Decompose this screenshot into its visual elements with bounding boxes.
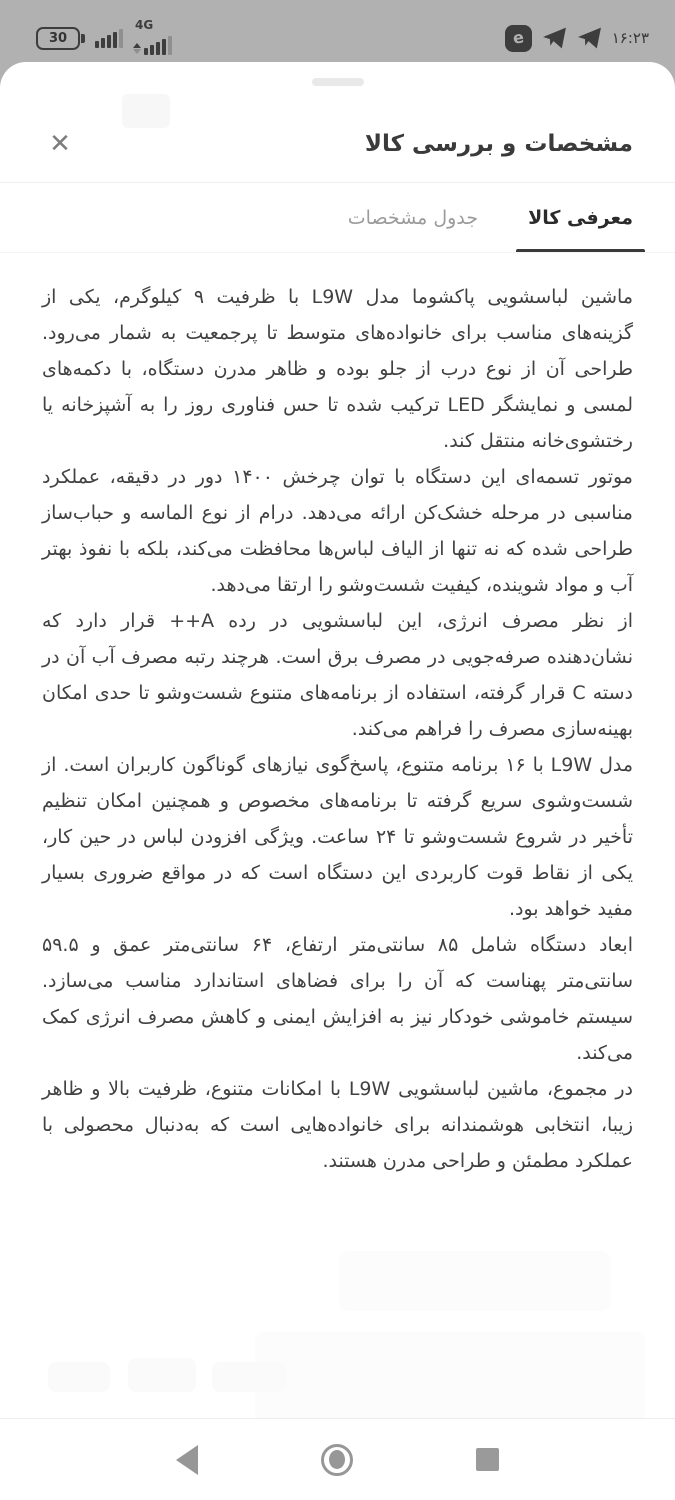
nav-home-icon[interactable] xyxy=(321,1444,353,1476)
tab-spec-table[interactable] xyxy=(336,183,490,252)
product-description xyxy=(0,253,675,1179)
status-time: ۱۶:۲۳ xyxy=(611,29,649,47)
description-paragraph: ابعاد دستگاه شامل ۸۵ سانتی‌متر ارتفاع، ۶۴ سانتی‌متر عمق و ۵۹.۵ سانتی‌متر پهناست که آن را برای فضاهای استاندارد مناسب می‌سازد. سیستم خاموشی خودکار نیز به افزایش ایمنی و کاهش مصرف انرژی کمک می‌کند. xyxy=(42,934,633,1064)
battery-percent: 30 xyxy=(48,30,68,46)
status-bar xyxy=(0,0,675,62)
mobile-network-indicator xyxy=(133,17,172,55)
product-details-sheet xyxy=(0,62,675,1500)
description-paragraph: ماشین لباسشویی پاکشوما مدل L9W با ظرفیت ۹ کیلوگرم، یکی از گزینه‌های مناسب برای خانواده‌های متوسط تا پرجمعیت به شمار می‌رود. طراحی آن از نوع درب از جلو بوده و ظاهر مدرن دستگاه، با دکمه‌های لمسی و نمایشگر LED ترکیب شده تا حس فناوری روز را به آشپزخانه یا رختشوی‌خانه منتقل کند. xyxy=(42,286,634,452)
close-button[interactable] xyxy=(42,126,78,162)
tab-product-intro[interactable] xyxy=(516,183,645,252)
description-paragraph: از نظر مصرف انرژی، این لباسشویی در رده A++ قرار دارد که نشان‌دهنده صرفه‌جویی در مصرف برق است. هرچند رتبه مصرف آب آن در دسته C قرار گرفته، استفاده از برنامه‌های متنوع شست‌وشو تا حدی امکان بهینه‌سازی مصرف را فراهم می‌کند. xyxy=(42,610,634,740)
close-icon: ✕ xyxy=(49,129,71,159)
nav-recents-icon[interactable] xyxy=(476,1448,499,1471)
loading-ghost xyxy=(128,1358,196,1392)
data-activity-icon xyxy=(133,43,141,54)
description-paragraph: مدل L9W با ۱۶ برنامه متنوع، پاسخ‌گوی نیازهای گوناگون کاربران است. از شست‌وشوی سریع گرفته تا برنامه‌های مخصوص و همچنین امکان تنظیم تأخیر در شروع شست‌وشو تا ۲۴ ساعت. ویژگی افزودن لباس در حین کار، یکی از نقاط قوت کاربردی این دستگاه است که در مواقع ضروری بسیار مفید خواهد بود. xyxy=(42,754,634,920)
network-type-label: 4G xyxy=(135,17,154,32)
tab-spec-table-label: جدول مشخصات xyxy=(347,206,479,229)
loading-ghost xyxy=(122,94,170,128)
status-left-cluster xyxy=(36,17,172,55)
battery-body xyxy=(36,27,80,50)
nav-back-icon[interactable] xyxy=(176,1445,198,1475)
telegram-notification-icon xyxy=(542,26,567,51)
loading-ghost xyxy=(212,1362,286,1392)
sheet-title: مشخصات و بررسی کالا xyxy=(364,131,633,157)
nav-home-dot xyxy=(329,1450,345,1469)
battery-nub xyxy=(81,34,85,43)
signal-bars-icon xyxy=(95,29,123,48)
description-paragraph: موتور تسمه‌ای این دستگاه با توان چرخش ۱۴۰۰ دور در دقیقه، عملکرد مناسبی در مرحله خشک‌کن ارائه می‌دهد. درام از نوع الماسه و حباب‌ساز طراحی شده که نه تنها از الیاف لباس‌ها محافظت می‌کند، بلکه با نفوذ بهتر آب و مواد شوینده، کیفیت شست‌وشو را ارتقا می‌دهد. xyxy=(42,466,633,596)
tab-bar xyxy=(0,183,675,252)
tab-product-intro-label: معرفی کالا xyxy=(528,206,633,229)
loading-ghost xyxy=(255,1332,645,1432)
active-tab-underline xyxy=(516,249,645,252)
eitaa-notification-icon: e xyxy=(505,25,532,52)
loading-ghost xyxy=(48,1362,110,1392)
signal-bars-icon-2 xyxy=(144,36,172,55)
telegram-notification-icon-2 xyxy=(577,26,602,51)
drag-handle-icon[interactable] xyxy=(312,78,364,86)
battery-icon xyxy=(36,27,85,50)
description-paragraph: در مجموع، ماشین لباسشویی L9W با امکانات متنوع، ظرفیت بالا و ظاهر زیبا، انتخابی هوشمندانه برای خانواده‌هایی است که به‌دنبال محصولی با عملکرد مطمئن و طراحی مدرن هستند. xyxy=(42,1078,633,1172)
android-nav-bar xyxy=(0,1418,675,1500)
sheet-header xyxy=(0,116,675,172)
loading-ghost xyxy=(339,1251,610,1311)
status-right-cluster xyxy=(505,25,649,52)
